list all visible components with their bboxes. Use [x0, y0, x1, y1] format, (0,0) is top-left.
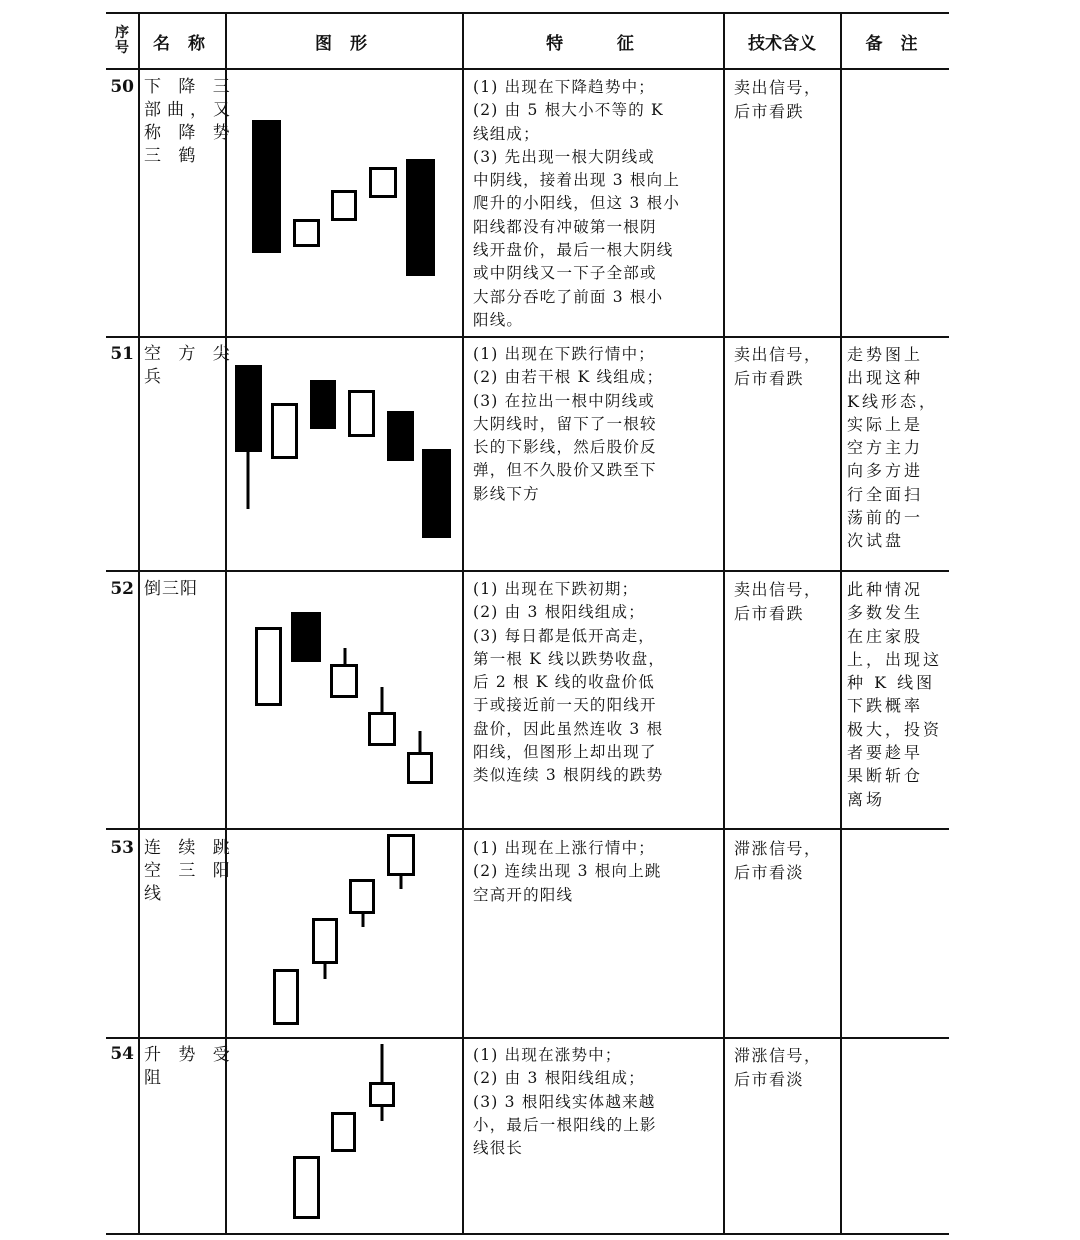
candlestick-figure: [225, 829, 462, 1037]
text-line: 小，最后一根阳线的上影: [473, 1115, 657, 1134]
pattern-name: 空 方 尖 兵: [144, 344, 236, 387]
bullish-candle: [295, 221, 319, 246]
text-line: 第一根 K 线以跌势收盘，: [473, 649, 666, 668]
feature-text: [473, 76, 680, 332]
text-line: 后市看淡: [734, 862, 805, 882]
bullish-candle: [275, 971, 298, 1024]
text-line: 后 2 根 K 线的收盘价低: [473, 673, 655, 692]
text-line: 后市看跌: [734, 368, 805, 388]
bullish-candle: [389, 836, 414, 875]
text-line: (2) 连续出现 3 根向上跳: [473, 862, 662, 881]
bearish-candle: [389, 413, 413, 460]
candlestick-figure: [225, 1038, 462, 1233]
text-line: 在庄家股: [847, 626, 924, 646]
pattern-name: 倒三阳: [144, 579, 198, 599]
text-line: (1) 出现在下跌行情中；: [473, 345, 655, 363]
tech-meaning: [734, 837, 822, 884]
text-line: (3) 3 根阳线实体越来越: [473, 1092, 656, 1111]
candlestick-figure: [225, 337, 462, 570]
pattern-name: 连 续 跳 空 三 阳 线: [144, 838, 236, 904]
text-line: 后市看跌: [734, 603, 805, 623]
header-figure: 图 形: [315, 33, 373, 54]
candlestick-figure: [225, 571, 462, 828]
text-line: (2) 由 5 根大小不等的 K: [473, 101, 664, 120]
bullish-candle: [333, 1114, 355, 1151]
text-line: (3) 先出现一根大阴线或: [473, 147, 655, 166]
text-line: (1) 出现在涨势中；: [473, 1046, 622, 1064]
feature-text: [473, 837, 662, 907]
text-line: 实际上是: [847, 414, 924, 434]
text-line: 上，出现这: [847, 649, 943, 669]
text-line: 出现这种: [847, 368, 924, 388]
text-line: 阳线都没有冲破第一根阴: [473, 217, 657, 236]
text-line: 线很长: [473, 1139, 524, 1158]
bearish-candle: [408, 161, 434, 275]
candlestick-figure: [225, 70, 462, 336]
header-note: 备 注: [865, 33, 924, 54]
text-line: 爬升的小阳线，但这 3 根小: [473, 194, 681, 213]
text-line: (2) 由 3 根阳线组成；: [473, 603, 645, 622]
note-text: [847, 578, 942, 811]
text-line: 极大，投资: [847, 719, 943, 739]
text-line: 离场: [847, 789, 886, 809]
row-number: 51: [110, 344, 134, 364]
text-line: 后市看跌: [734, 101, 805, 121]
text-line: (1) 出现在上涨行情中；: [473, 839, 655, 857]
row-number: 52: [110, 579, 134, 599]
bullish-candle: [409, 754, 432, 783]
text-line: 走势图上: [847, 345, 924, 364]
bullish-candle: [371, 169, 396, 197]
header-seq: 序 号: [115, 25, 129, 56]
bullish-candle: [371, 1084, 394, 1106]
bullish-candle: [370, 714, 395, 745]
text-line: 果断斩仓: [847, 766, 924, 786]
text-line: (1) 出现在下跌初期；: [473, 580, 639, 598]
tech-meaning: [734, 1044, 822, 1091]
table-border-bottom: [106, 1233, 949, 1235]
text-line: 次试盘: [847, 531, 905, 551]
column-divider: [462, 12, 464, 1235]
text-line: 卖出信号，: [734, 580, 822, 599]
text-line: 线开盘价，最后一根大阴线: [473, 241, 674, 260]
text-line: 线组成；: [473, 124, 540, 143]
text-line: 下跌概率: [847, 696, 924, 716]
row-number: 54: [110, 1044, 134, 1064]
text-line: 种 K 线图: [847, 673, 936, 693]
row-number: 50: [110, 77, 134, 97]
tech-meaning: [734, 76, 822, 123]
text-line: 行全面扫: [847, 484, 924, 504]
bullish-candle: [295, 1158, 319, 1218]
bullish-candle: [350, 392, 374, 436]
text-line: 此种情况: [847, 580, 924, 599]
bullish-candle: [351, 881, 374, 913]
text-line: 卖出信号，: [734, 78, 822, 97]
header-feature: 特 征: [546, 33, 640, 54]
text-line: 大部分吞吃了前面 3 根小: [473, 287, 664, 306]
text-line: 类似连续 3 根阴线的跌势: [473, 766, 664, 785]
bearish-candle: [254, 122, 280, 252]
tech-meaning: [734, 578, 822, 625]
bearish-candle: [312, 382, 335, 428]
text-line: 者要趁早: [847, 743, 924, 763]
text-line: 滞涨信号，: [734, 1046, 822, 1065]
pattern-name: 升 势 受 阻: [144, 1045, 236, 1088]
text-line: (2) 由若干根 K 线组成；: [473, 368, 664, 387]
text-line: 卖出信号，: [734, 345, 822, 364]
pattern-name: 下 降 三 部曲，又 称 降 势 三 鹤: [144, 77, 236, 166]
text-line: 或中阴线又一下子全部或: [473, 264, 657, 283]
bullish-candle: [314, 920, 337, 963]
feature-text: [473, 1044, 657, 1160]
text-line: 多数发生: [847, 603, 924, 623]
text-line: 阳线。: [473, 310, 524, 329]
bullish-candle: [257, 629, 281, 705]
text-line: 后市看淡: [734, 1069, 805, 1089]
text-line: 弹，但不久股价又跌至下: [473, 461, 657, 480]
text-line: (3) 在拉出一根中阴线或: [473, 391, 655, 410]
column-divider: [723, 12, 725, 1235]
text-line: (3) 每日都是低开高走，: [473, 626, 655, 645]
header-tech: 技术含义: [748, 33, 816, 54]
text-line: 滞涨信号，: [734, 839, 822, 858]
text-line: 荡前的一: [847, 508, 924, 528]
text-line: (1) 出现在下降趋势中；: [473, 78, 655, 96]
feature-text: [473, 578, 665, 788]
text-line: 影线下方: [473, 484, 540, 503]
text-line: (2) 由 3 根阳线组成；: [473, 1069, 645, 1088]
column-divider: [138, 12, 140, 1235]
row-number: 53: [110, 838, 134, 858]
text-line: 大阴线时，留下了一根较: [473, 414, 657, 433]
header-name: 名 称: [153, 33, 211, 54]
text-line: 阳线，但图形上却出现了: [473, 743, 657, 762]
bullish-candle: [333, 192, 356, 220]
bearish-candle: [424, 451, 450, 537]
text-line: 空高开的阳线: [473, 885, 574, 904]
tech-meaning: [734, 343, 822, 390]
text-line: 长的下影线，然后股价反: [473, 438, 657, 457]
note-text: [847, 343, 938, 553]
text-line: 中阴线，接着出现 3 根向上: [473, 171, 681, 190]
bearish-candle: [293, 614, 320, 661]
column-divider: [840, 12, 842, 1235]
feature-text: [473, 343, 663, 506]
bullish-candle: [332, 666, 357, 697]
bearish-candle: [237, 367, 261, 451]
text-line: 向多方进: [847, 461, 924, 481]
text-line: K线形态，: [847, 391, 938, 411]
text-line: 于或接近前一天的阳线开: [473, 696, 657, 715]
text-line: 盘价，因此虽然连收 3 根: [473, 719, 664, 738]
bullish-candle: [273, 405, 297, 458]
text-line: 空方主力: [847, 438, 924, 458]
